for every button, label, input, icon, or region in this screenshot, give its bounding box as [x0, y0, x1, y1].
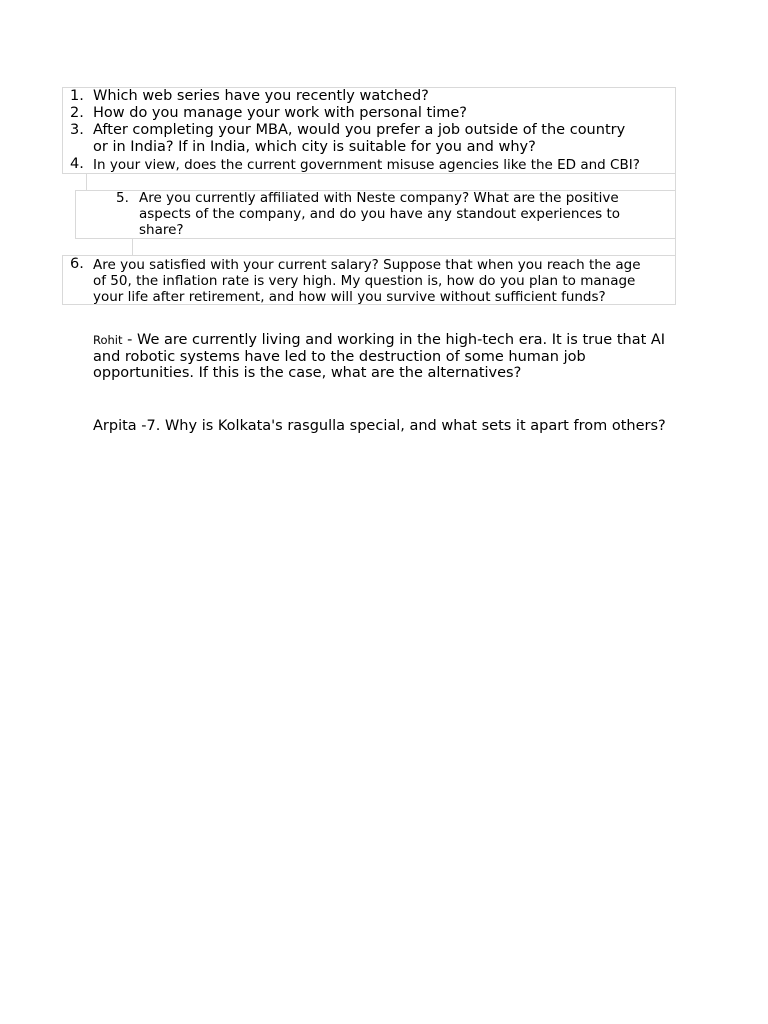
question-2-text: How do you manage your work with personal time?: [93, 105, 467, 121]
arpita-name: Arpita: [93, 418, 137, 434]
question-3-text-line-1: After completing your MBA, would you prefer a job outside of the country: [93, 122, 626, 138]
question-5-text-line-2: aspects of the company, and do you have any standout experiences to: [139, 206, 621, 222]
question-4-number: 4.: [70, 156, 84, 172]
question-2-number: 2.: [70, 105, 84, 121]
rohit-text-line-2: and robotic systems have led to the destruction of some human job: [93, 349, 586, 365]
rohit-text-line-3: opportunities. If this is the case, what are the alternatives?: [93, 365, 522, 381]
arpita-paragraph: [93, 418, 666, 435]
question-3-text-line-2: or in India? If in India, which city is suitable for you and why?: [93, 139, 536, 155]
question-4-text: In your view, does the current government misuse agencies like the ED and CBI?: [93, 157, 640, 173]
spacer-box-b: [132, 238, 676, 256]
question-5-number: 5.: [116, 190, 129, 206]
question-6-text-line-1: Are you satisfied with your current salary? Suppose that when you reach the age: [93, 257, 641, 273]
arpita-text: -7. Why is Kolkata's rasgulla special, and what sets it apart from others?: [136, 418, 666, 434]
question-3-number: 3.: [70, 122, 84, 138]
spacer-box-a: [86, 173, 676, 191]
question-6-text-line-3: your life after retirement, and how will you survive without sufficient funds?: [93, 289, 606, 305]
question-5-text-line-1: Are you currently affiliated with Neste company? What are the positive: [139, 190, 619, 206]
rohit-text-line-1: - We are currently living and working in the high-tech era. It is true that AI: [127, 332, 666, 348]
rohit-paragraph-line-1: [93, 332, 665, 349]
question-1-text: Which web series have you recently watched?: [93, 88, 429, 104]
question-6-text-line-2: of 50, the inflation rate is very high. My question is, how do you plan to manage: [93, 273, 636, 289]
question-1-number: 1.: [70, 88, 84, 104]
question-5-text-line-3: share?: [139, 222, 184, 238]
question-6-number: 6.: [70, 256, 84, 272]
rohit-name: Rohit: [93, 333, 123, 347]
